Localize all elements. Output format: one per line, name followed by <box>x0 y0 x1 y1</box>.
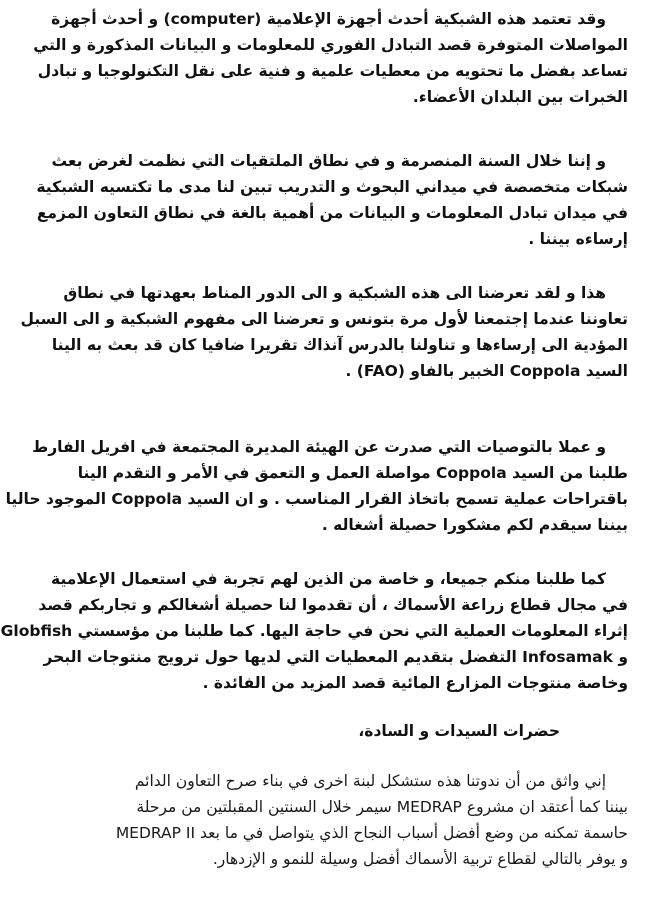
text-line: باقتراحات عملية تسمح باتخاذ القرار المناسب . و ان السيد Coppola الموجود حاليا <box>5 490 628 508</box>
text-line: بيننا سيقدم لكم مشكورا حصيلة أشغاله . <box>321 516 628 534</box>
text-line: تساعد بفضل ما تحتويه من معطيات علمية و فنية على نقل التكنولوجيا و تبادل <box>37 62 628 80</box>
paragraph-6 <box>16 768 628 872</box>
text-line: بيننا كما أعتقد ان مشروع MEDRAP سيمر خلال السنتين المقبلتين من مرحلة <box>136 798 628 816</box>
text-line: و إننا خلال السنة المنصرمة و في نطاق الملتقيات التي نظمت لغرض بعث <box>51 152 606 170</box>
text-line: المواصلات المتوفرة قصد التبادل الفوري للمعلومات و البيانات المذكورة و التي <box>33 36 628 54</box>
text-line: إرساءه بيننا . <box>528 230 628 248</box>
text-line: شبكات متخصصة في ميداني البحوث و التدريب تبين لنا مدى ما تكتسيه الشبكية <box>36 178 628 196</box>
paragraph-5 <box>0 566 628 696</box>
text-line: إني واثق من أن ندوتنا هذه ستشكل لبنة اخرى في بناء صرح التعاون الدائم <box>134 772 606 790</box>
text-line: المؤدية الى إرساءها و تناولنا بالدرس آنذاك تقريرا ضافيا كان قد بعث به الينا <box>51 336 628 354</box>
text-line: في مجال قطاع زراعة الأسماك ، أن تقدموا لنا حصيلة أشغالكم و تجاربكم قصد <box>38 596 628 614</box>
text-line: في ميدان تبادل المعلومات و البيانات من أهمية بالغة في نطاق التعاون المزمع <box>36 204 628 222</box>
paragraph-3 <box>16 280 628 384</box>
text-line: هذا و لقد تعرضنا الى هذه الشبكية و الى الدور المناط بعهدتها في نطاق <box>63 284 606 302</box>
text-line: الخبرات بين البلدان الأعضاء. <box>412 88 628 106</box>
paragraph-1 <box>16 6 628 110</box>
text-line: حاسمة تمكنه من وضع أفضل أسباب النجاح الذي يتواصل في ما بعد MEDRAP II <box>115 824 628 842</box>
text-line: و يوفر بالتالي لقطاع تربية الأسماك أفضل وسيلة للنمو و الإزدهار. <box>212 850 628 868</box>
text-line: و عملا بالتوصيات التي صدرت عن الهيئة المديرة المجتمعة في افريل الفارط <box>32 438 606 456</box>
text-line: و Infosamak التفضل بتقديم المعطيات التي لديها حول ترويج منتوجات البحر <box>43 648 628 666</box>
greeting: حضرات السيدات و السادة، <box>358 722 560 740</box>
paragraph-2 <box>16 148 628 252</box>
text-line: وقد تعتمد هذه الشبكية أحدث أجهزة الإعلامية (computer) و أحدث أجهزة <box>51 10 606 28</box>
text-line: وخاصة منتوجات المزارع المائية قصد المزيد من الفائدة . <box>202 674 628 692</box>
text-line: إثراء المعلومات العملية التي نحن في حاجة اليها. كما طلبنا من مؤسستي Globfish <box>0 622 628 640</box>
text-line: السيد Coppola الخبير بالفاو (FAO) . <box>345 362 628 380</box>
text-line: طلبنا من السيد Coppola مواصلة العمل و التعمق في الأمر و التقدم الينا <box>77 464 628 482</box>
paragraph-4 <box>5 434 628 538</box>
text-line: كما طلبنا منكم جميعا، و خاصة من الذين لهم تجربة في استعمال الإعلامية <box>51 570 606 588</box>
text-line: تعاوننا عندما إجتمعنا لأول مرة بتونس و تعرضنا الى مفهوم الشبكية و الى السبل <box>20 310 628 328</box>
